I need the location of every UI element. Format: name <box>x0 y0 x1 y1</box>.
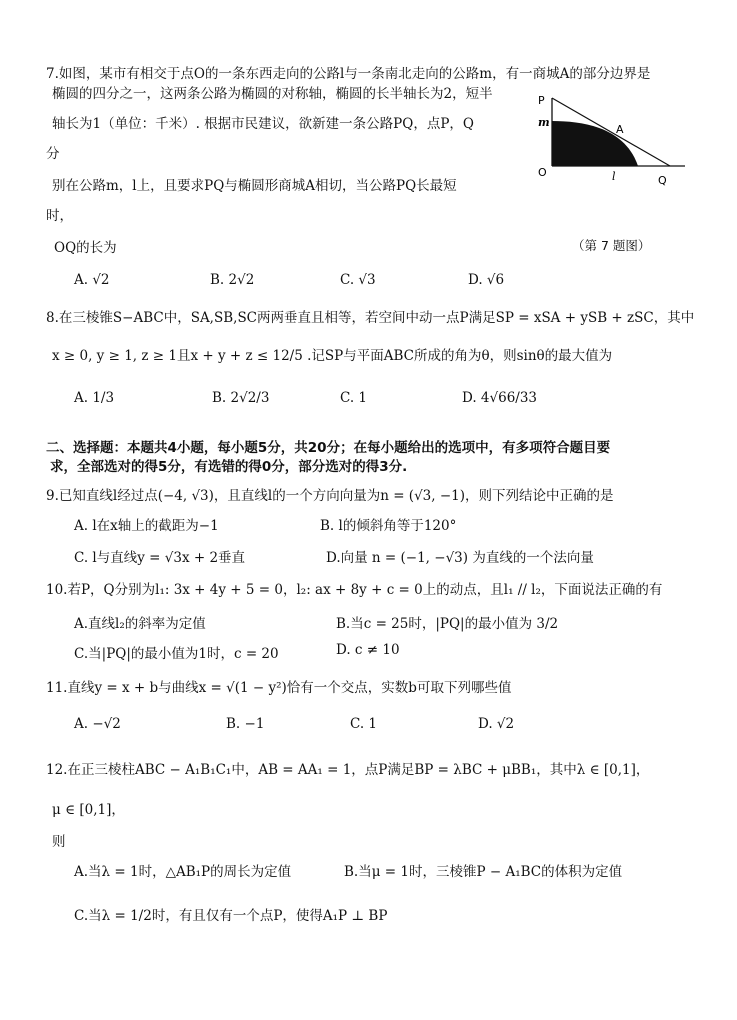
q8-option-d: D. 4√66/33 <box>462 390 538 406</box>
q11-option-b: B. −1 <box>226 716 265 732</box>
section2-heading-line-2: 求，全部选对的得5分，有选错的得0分，部分选对的得3分. <box>50 459 408 475</box>
q12-option-a: A.当λ = 1时，△AB₁P的周长为定值 <box>74 864 292 880</box>
q9-option-d: D.向量 n = (−1, −√3) 为直线的一个法向量 <box>326 550 594 566</box>
q7-line-5: 别在公路m，l上，且要求PQ与椭圆形商城A相切，当公路PQ长最短 <box>52 178 457 194</box>
q7-line-4: 分 <box>46 146 60 162</box>
q7-figure-caption: （第 7 题图） <box>572 238 651 253</box>
q10-option-c: C.当|PQ|的最小值为1时，c = 20 <box>74 646 279 662</box>
q8-option-c: C. 1 <box>340 390 368 406</box>
q12-option-c: C.当λ = 1/2时，有且仅有一个点P，使得A₁P ⊥ BP <box>74 908 388 924</box>
q9-option-b: B. l的倾斜角等于120° <box>320 518 457 534</box>
q11-option-a: A. −√2 <box>74 716 121 732</box>
q7-line-7: OQ的长为 <box>54 240 117 256</box>
q7-option-c: C. √3 <box>340 272 376 288</box>
q8-line-1: 8.在三棱锥S−ABC中，SA,SB,SC两两垂直且相等，若空间中动一点P满足SP = xSA + ySB + zSC，其中 <box>46 310 695 326</box>
q7-option-a: A. √2 <box>74 272 110 288</box>
section2-heading-line-1: 二、选择题：本题共4小题，每小题5分，共20分；在每小题给出的选项中，有多项符合题目要 <box>46 440 611 456</box>
label-A: A <box>616 123 624 136</box>
q11-option-d: D. √2 <box>478 716 515 732</box>
q10-option-b: B.当c = 25时，|PQ|的最小值为 3/2 <box>336 616 559 632</box>
q8-option-b: B. 2√2/3 <box>212 390 270 406</box>
q11-stem: 11.直线y = x + b与曲线x = √(1 − y²)恰有一个交点，实数b可取下列哪些值 <box>46 680 512 696</box>
q7-option-b: B. 2√2 <box>210 272 255 288</box>
ellipse-region <box>552 121 638 166</box>
q7-line-2: 椭圆的四分之一，这两条公路为椭圆的对称轴，椭圆的长半轴长为2，短半 <box>52 86 493 102</box>
q12-line-3: 则 <box>52 834 66 850</box>
q7-line-6: 时， <box>46 208 73 224</box>
q12-option-b: B.当μ = 1时，三棱锥P − A₁BC的体积为定值 <box>344 864 623 880</box>
q12-line-2: μ ∈ [0,1]， <box>52 802 125 818</box>
label-P: P <box>538 94 545 107</box>
label-m: m <box>538 116 550 129</box>
q9-option-a: A. l在x轴上的截距为−1 <box>74 518 219 534</box>
q8-line-2: x ≥ 0, y ≥ 1, z ≥ 1且x + y + z ≤ 12/5 .记SP与平面ABC所成的角为θ，则sinθ的最大值为 <box>52 348 613 364</box>
q8-option-a: A. 1/3 <box>74 390 115 406</box>
q9-option-c: C. l与直线y = √3x + 2垂直 <box>74 550 246 566</box>
q7-line-1: 7.如图，某市有相交于点O的一条东西走向的公路l与一条南北走向的公路m，有一商城A的部分边界是 <box>46 66 651 82</box>
label-O: O <box>538 166 547 179</box>
q10-option-a: A.直线l₂的斜率为定值 <box>74 616 206 632</box>
q10-stem: 10.若P，Q分别为l₁: 3x + 4y + 5 = 0，l₂: ax + 8y + c = 0上的动点，且l₁ // l₂，下面说法正确的有 <box>46 582 663 598</box>
q7-line-3: 轴长为1（单位：千米）. 根据市民建议，欲新建一条公路PQ，点P，Q <box>52 116 474 132</box>
q11-option-c: C. 1 <box>350 716 378 732</box>
q12-line-1: 12.在正三棱柱ABC − A₁B₁C₁中，AB = AA₁ = 1，点P满足BP = λBC + μBB₁，其中λ ∈ [0,1]， <box>46 762 650 778</box>
q10-option-d: D. c ≠ 10 <box>336 642 400 658</box>
label-Q: Q <box>658 174 667 187</box>
label-l: l <box>612 170 616 183</box>
q7-figure <box>530 88 730 238</box>
q9-stem: 9.已知直线l经过点(−4, √3)，且直线l的一个方向向量为n = (√3, −1)，则下列结论中正确的是 <box>46 488 614 504</box>
q7-option-d: D. √6 <box>468 272 505 288</box>
